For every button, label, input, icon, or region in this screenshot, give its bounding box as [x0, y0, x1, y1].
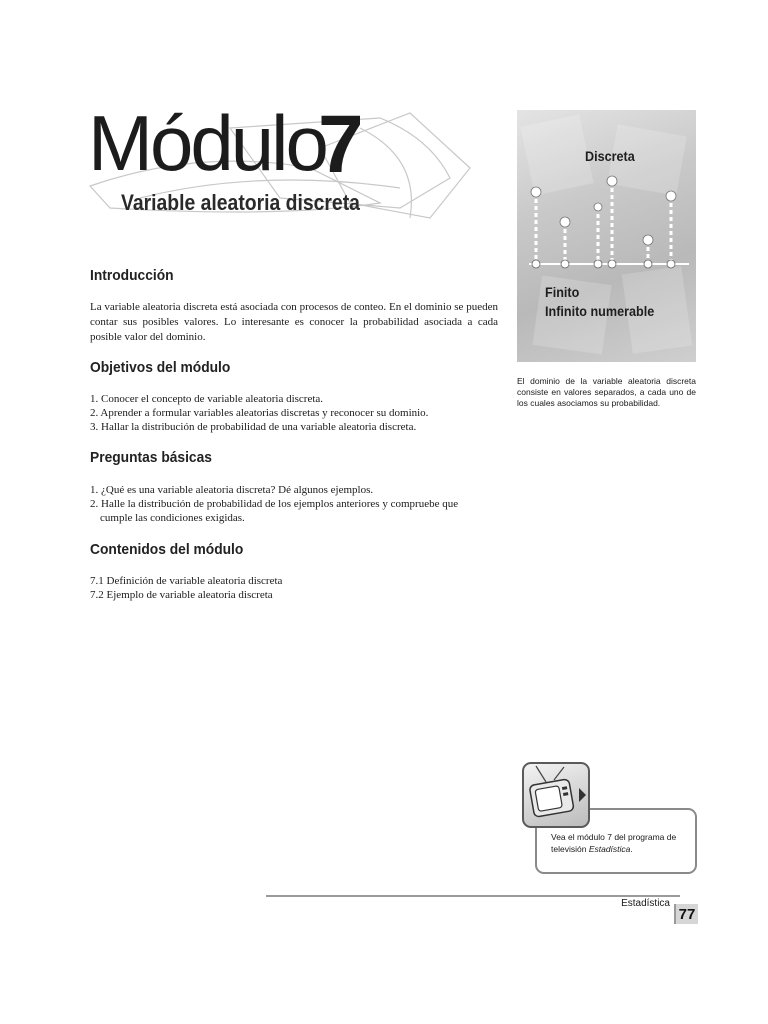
list-item: [90, 511, 502, 525]
figure-caption: El dominio de la variable aleatoria discreta consiste en valores separados, a cada uno de los cuales asociamos su probabilidad.: [517, 376, 696, 408]
tv-text-prefix: Vea el módulo 7 del programa de televisión: [551, 832, 677, 854]
tv-callout-text: [551, 831, 686, 855]
module-title: Módulo: [88, 99, 326, 187]
list-item-continuation: cumple las condiciones exigidas.: [100, 512, 245, 524]
questions-list: [90, 483, 502, 525]
discrete-domain-figure: [517, 110, 696, 362]
page-number: 77: [674, 904, 698, 924]
intro-heading: Introducción: [90, 267, 174, 284]
list-item: 1. Conocer el concepto de variable aleatoria discreta.: [90, 393, 324, 405]
list-item: 7.2 Ejemplo de variable aleatoria discreta: [90, 589, 273, 601]
tv-program-name: Estadística: [588, 844, 631, 854]
questions-heading: Preguntas básicas: [90, 449, 212, 466]
footer-rule: [266, 895, 680, 897]
footer-book-title: Estadística: [621, 898, 670, 909]
list-item: 3. Hallar la distribución de probabilidad de una variable aleatoria discreta.: [90, 421, 417, 433]
intro-text: La variable aleatoria discreta está asociada con procesos de conteo. En el dominio se pueden contar sus posibles valores. Lo interesante es conocer la probabilidad asociada a cada posible valor del dominio.: [90, 301, 498, 343]
list-item: 1. ¿Qué es una variable aleatoria discreta? Dé algunos ejemplos.: [90, 484, 374, 496]
list-item: 2. Halle la distribución de probabilidad de los ejemplos anteriores y compruebe que: [90, 498, 459, 510]
contents-list: [90, 574, 500, 602]
figure-label-finite: Finito: [545, 284, 580, 300]
objectives-heading: Objetivos del módulo: [90, 359, 231, 376]
module-number: 7: [318, 99, 364, 190]
television-graphic: [524, 764, 588, 826]
contents-heading: Contenidos del módulo: [90, 541, 244, 558]
figure-label-discrete: Discreta: [585, 148, 635, 164]
module-subtitle: Variable aleatoria discreta: [121, 190, 360, 215]
tv-text-suffix: .: [630, 844, 633, 854]
objectives-list: [90, 392, 500, 434]
list-item: 7.1 Definición de variable aleatoria discreta: [90, 575, 283, 587]
list-item: 2. Aprender a formular variables aleatorias discretas y reconocer su dominio.: [90, 407, 429, 419]
figure-label-infinite: Infinito numerable: [545, 303, 655, 319]
television-icon: [522, 762, 590, 828]
